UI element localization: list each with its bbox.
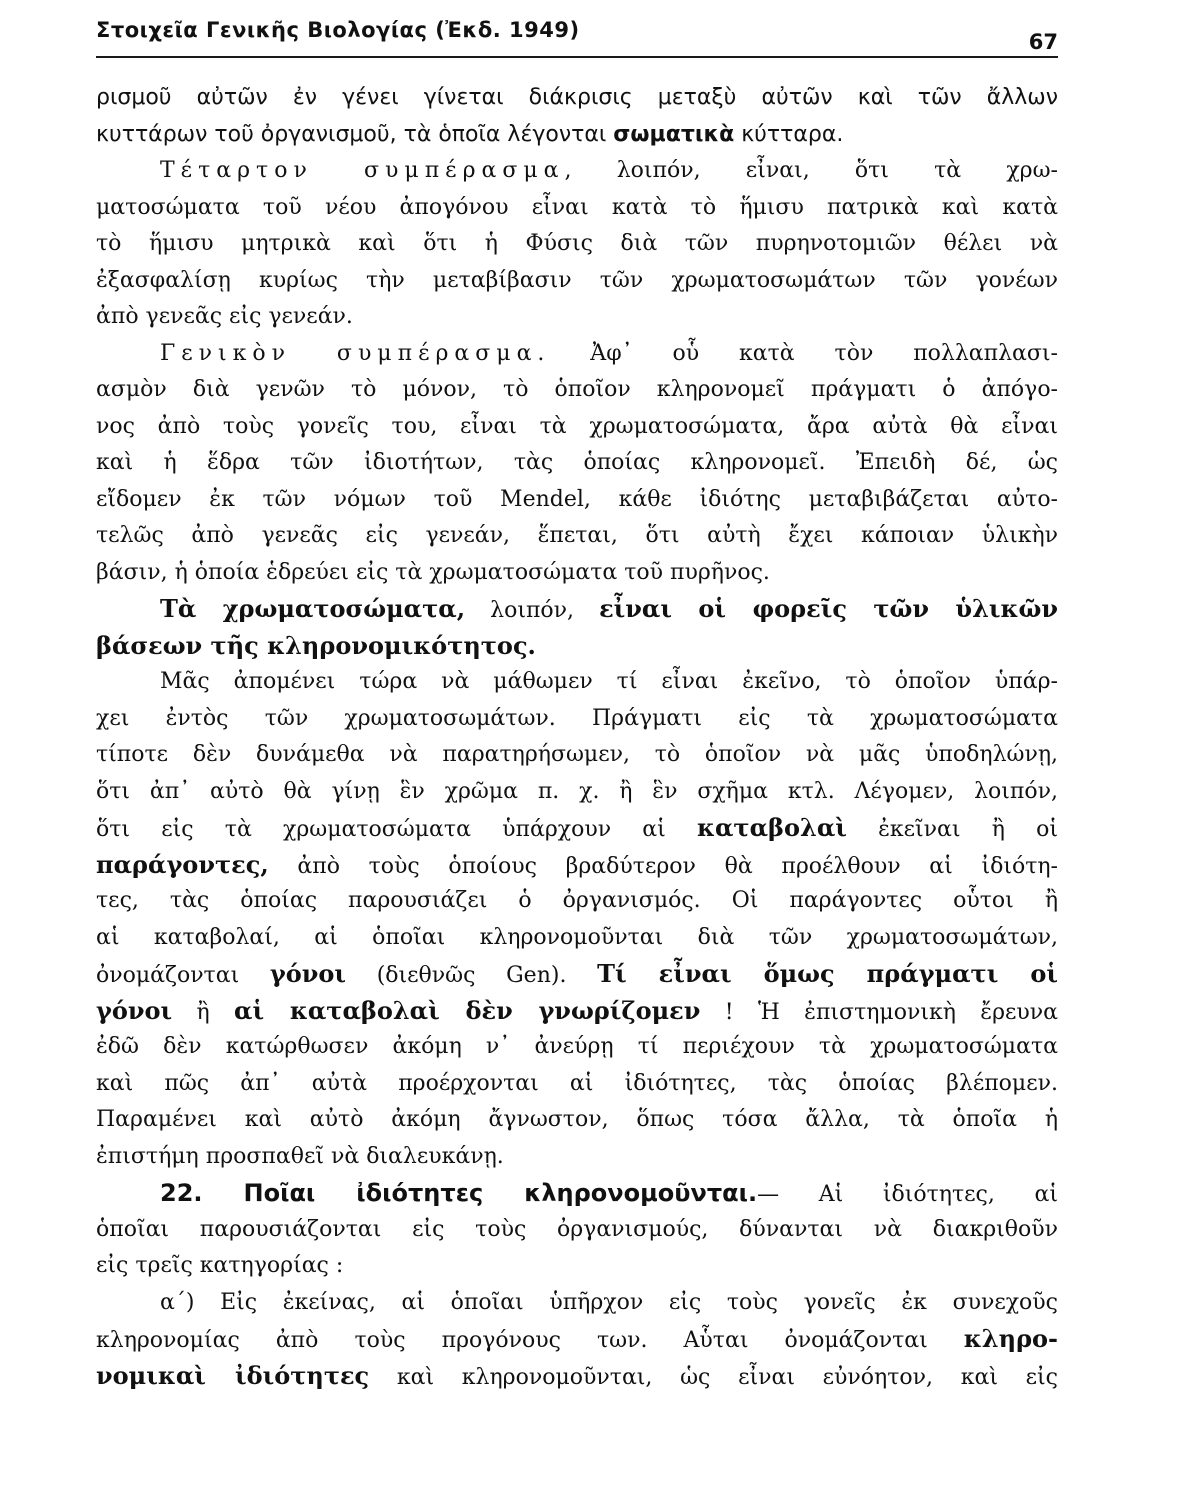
text-segment: ρισμοῦ αὐτῶν ἐν γένει γίνεται διάκρισις μεταξὺ αὐτῶν καὶ τῶν ἄλλων [96, 85, 1058, 110]
text-segment: α΄) Εἰς ἐκείνας, αἱ ὁποῖαι ὑπῆρχον εἰς τοὺς γονεῖς ἐκ συνεχοῦς [160, 1289, 1058, 1315]
text-segment: τίποτε δὲν δυνάμεθα νὰ παρατηρήσωμεν, τὸ ὁποῖον νὰ μᾶς ὑποδηλώνῃ, [96, 742, 1058, 767]
text-segment: Μᾶς ἀπομένει τώρα νὰ μάθωμεν τί εἶναι ἐκεῖνο, τὸ ὁποῖον ὑπάρ- [160, 669, 1058, 694]
text-segment: εἶναι οἱ φορεῖς τῶν ὑλικῶν [599, 594, 1059, 623]
text-line [96, 299, 1058, 336]
text-segment: ὁποῖαι παρουσιάζονται εἰς τοὺς ὀργανισμούς, δύνανται νὰ διακριθοῦν [96, 1216, 1058, 1242]
header-rule [96, 56, 1058, 58]
text-segment: ἐξασφαλίσῃ κυρίως τὴν μεταβίβασιν τῶν χρωματοσωμάτων τῶν γονέων [96, 267, 1058, 293]
text-segment: νομικαὶ ἰδιότητες [96, 1360, 370, 1390]
text-line [96, 263, 1058, 300]
text-segment: τες, τὰς ὁποίας παρουσιάζει ὁ ὀργανισμός. Οἱ παράγοντες οὗτοι ἢ [96, 888, 1058, 913]
text-segment: χει ἐντὸς τῶν χρωματοσωμάτων. Πράγματι εἰς τὰ χρωματοσώματα [96, 705, 1058, 731]
text-segment: λοιπόν, [465, 598, 600, 623]
text-segment: καὶ κληρονομοῦνται, ὡς εἶναι εὐνόητον, καὶ εἰς [369, 1364, 1058, 1390]
text-segment: ! Ἡ ἐπιστημονικὴ ἔρευνα [700, 999, 1059, 1025]
text-line [96, 555, 1058, 592]
text-line [96, 226, 1058, 263]
running-title: Στοιχεῖα Γενικῆς Βιολογίας (Ἐκδ. 1949) [96, 18, 580, 42]
text-segment: βάσιν, ἡ ὁποία ἑδρεύει εἰς τὰ χρωματοσώματα τοῦ πυρῆνος. [96, 559, 770, 585]
text-line [96, 774, 1058, 811]
text-line [96, 518, 1058, 555]
text-segment: κληρο- [963, 1324, 1058, 1353]
text-line [96, 628, 1058, 665]
text-segment: παράγοντες, [96, 849, 269, 879]
page-body [96, 80, 1058, 1394]
running-header [96, 14, 1058, 58]
text-segment: Τὰ χρωματοσώματα, [160, 594, 466, 623]
text-segment: τελῶς ἀπὸ γενεᾶς εἰς γενεάν, ἕπεται, ὅτι αὐτὴ ἔχει κάποιαν ὑλικὴν [96, 523, 1058, 548]
text-segment: ἀπὸ γενεᾶς εἰς γενεάν. [96, 304, 353, 329]
text-line [96, 737, 1058, 774]
text-segment: ἀπὸ τοὺς ὁποίους βραδύτερον θὰ προέλθουν αἱ ἰδιότη- [268, 853, 1058, 879]
text-line [96, 847, 1058, 884]
text-line [96, 1102, 1058, 1139]
text-segment: αἱ καταβολαὶ δὲν γνωρίζομεν [234, 995, 701, 1025]
text-line [96, 701, 1058, 738]
text-segment: 22. Ποῖαι ἰδιότητες κληρονομοῦνται. [160, 1179, 758, 1207]
text-segment: ἐπιστήμη προσπαθεῖ νὰ διαλευκάνῃ. [96, 1143, 504, 1169]
text-segment: Παραμένει καὶ αὐτὸ ἀκόμη ἄγνωστον, ὅπως τόσα ἄλλα, τὰ ὁποῖα ἡ [96, 1107, 1058, 1132]
text-line [96, 1175, 1058, 1212]
text-segment: ἐδῶ δὲν κατώρθωσεν ἀκόμη ν᾽ ἀνεύρῃ τί περιέχουν τὰ χρωματοσώματα [96, 1034, 1058, 1059]
text-segment: Τί εἶναι ὅμως πράγματι οἱ [597, 959, 1058, 988]
text-segment: εἴδομεν ἐκ τῶν νόμων τοῦ Mendel, κάθε ἰδιότης μεταβιβάζεται αὐτο- [96, 486, 1058, 512]
text-line [96, 482, 1058, 519]
text-segment: κύτταρα. [734, 121, 844, 147]
text-segment: καταβολαὶ [696, 813, 847, 842]
text-line [96, 80, 1058, 117]
text-line [96, 883, 1058, 920]
text-segment: καὶ ἡ ἕδρα τῶν ἰδιοτήτων, τὰς ὁποίας κληρονομεῖ. Ἐπειδὴ δέ, ὡς [96, 450, 1058, 475]
text-segment: , λοιπόν, εἶναι, ὅτι τὰ χρω- [564, 158, 1058, 183]
text-segment: τὸ ἥμισυ μητρικὰ καὶ ὅτι ἡ Φύσις διὰ τῶν πυρηνοτομιῶν θέλει νὰ [96, 231, 1058, 256]
text-line [96, 1285, 1058, 1322]
text-segment: αἱ καταβολαί, αἱ ὁποῖαι κληρονομοῦνται διὰ τῶν χρωματοσωμάτων, [96, 924, 1058, 950]
text-line [96, 409, 1058, 446]
text-line [96, 445, 1058, 482]
text-segment: ὀνομάζονται [96, 963, 270, 988]
text-line [96, 1066, 1058, 1103]
text-segment: ὅτι ἀπ᾽ αὐτὸ θὰ γίνῃ ἓν χρῶμα π. χ. ἢ ἓν σχῆμα κτλ. Λέγομεν, λοιπόν, [96, 778, 1058, 804]
text-segment: ματοσώματα τοῦ νέου ἀπογόνου εἶναι κατὰ τὸ ἥμισυ πατρικὰ καὶ κατὰ [96, 194, 1058, 220]
page-number: 67 [1028, 30, 1058, 54]
text-segment: — Αἱ ἰδιότητες, αἱ [757, 1182, 1058, 1207]
text-segment: ὅτι εἰς τὰ χρωματοσώματα ὑπάρχουν αἱ [96, 817, 697, 842]
text-segment: γόνοι [96, 995, 173, 1025]
text-segment: κυττάρων τοῦ ὀργανισμοῦ, τὰ ὁποῖα λέγονται [96, 121, 614, 147]
text-line [96, 956, 1058, 993]
text-line [96, 153, 1058, 190]
text-segment: (διεθνῶς Gen). [346, 963, 598, 988]
text-line [96, 372, 1058, 409]
text-line [96, 1248, 1058, 1285]
text-segment: βάσεων τῆς κληρονομικότητος. [96, 630, 536, 660]
text-segment: νος ἀπὸ τοὺς γονεῖς του, εἶναι τὰ χρωματοσώματα, ἄρα αὐτὰ θὰ εἶναι [96, 413, 1058, 439]
text-segment: γόνοι [269, 959, 347, 988]
text-line [96, 1321, 1058, 1358]
text-line [96, 664, 1058, 701]
text-line [96, 1212, 1058, 1249]
text-line [96, 336, 1058, 373]
text-segment: καὶ πῶς ἀπ᾽ αὐτὰ προέρχονται αἱ ἰδιότητες, τὰς ὁποίας βλέπομεν. [96, 1070, 1058, 1096]
text-segment: ἐκεῖναι ἢ οἱ [846, 817, 1058, 842]
text-line [96, 1029, 1058, 1066]
text-line [96, 1358, 1058, 1395]
text-line [96, 810, 1058, 847]
text-segment: σωματικὰ [613, 121, 735, 147]
text-segment: ἢ [172, 999, 235, 1025]
text-segment: Ἀφ᾽ οὗ κατὰ τὸν πολλαπλασι- [550, 340, 1058, 366]
text-segment: Τέταρτον συμπέρασμα [160, 158, 565, 183]
text-segment: Γενικὸν συμπέρασμα. [160, 340, 551, 366]
text-line [96, 117, 1058, 154]
text-line [96, 1139, 1058, 1176]
text-line [96, 920, 1058, 957]
text-segment: κληρονομίας ἀπὸ τοὺς προγόνους των. Αὗται ὀνομάζονται [96, 1328, 964, 1353]
text-line [96, 993, 1058, 1030]
text-segment: εἰς τρεῖς κατηγορίας : [96, 1253, 344, 1278]
text-segment: ασμὸν διὰ γενῶν τὸ μόνον, τὸ ὁποῖον κληρονομεῖ πράγματι ὁ ἀπόγο- [96, 377, 1058, 402]
text-line [96, 190, 1058, 227]
text-line [96, 591, 1058, 628]
